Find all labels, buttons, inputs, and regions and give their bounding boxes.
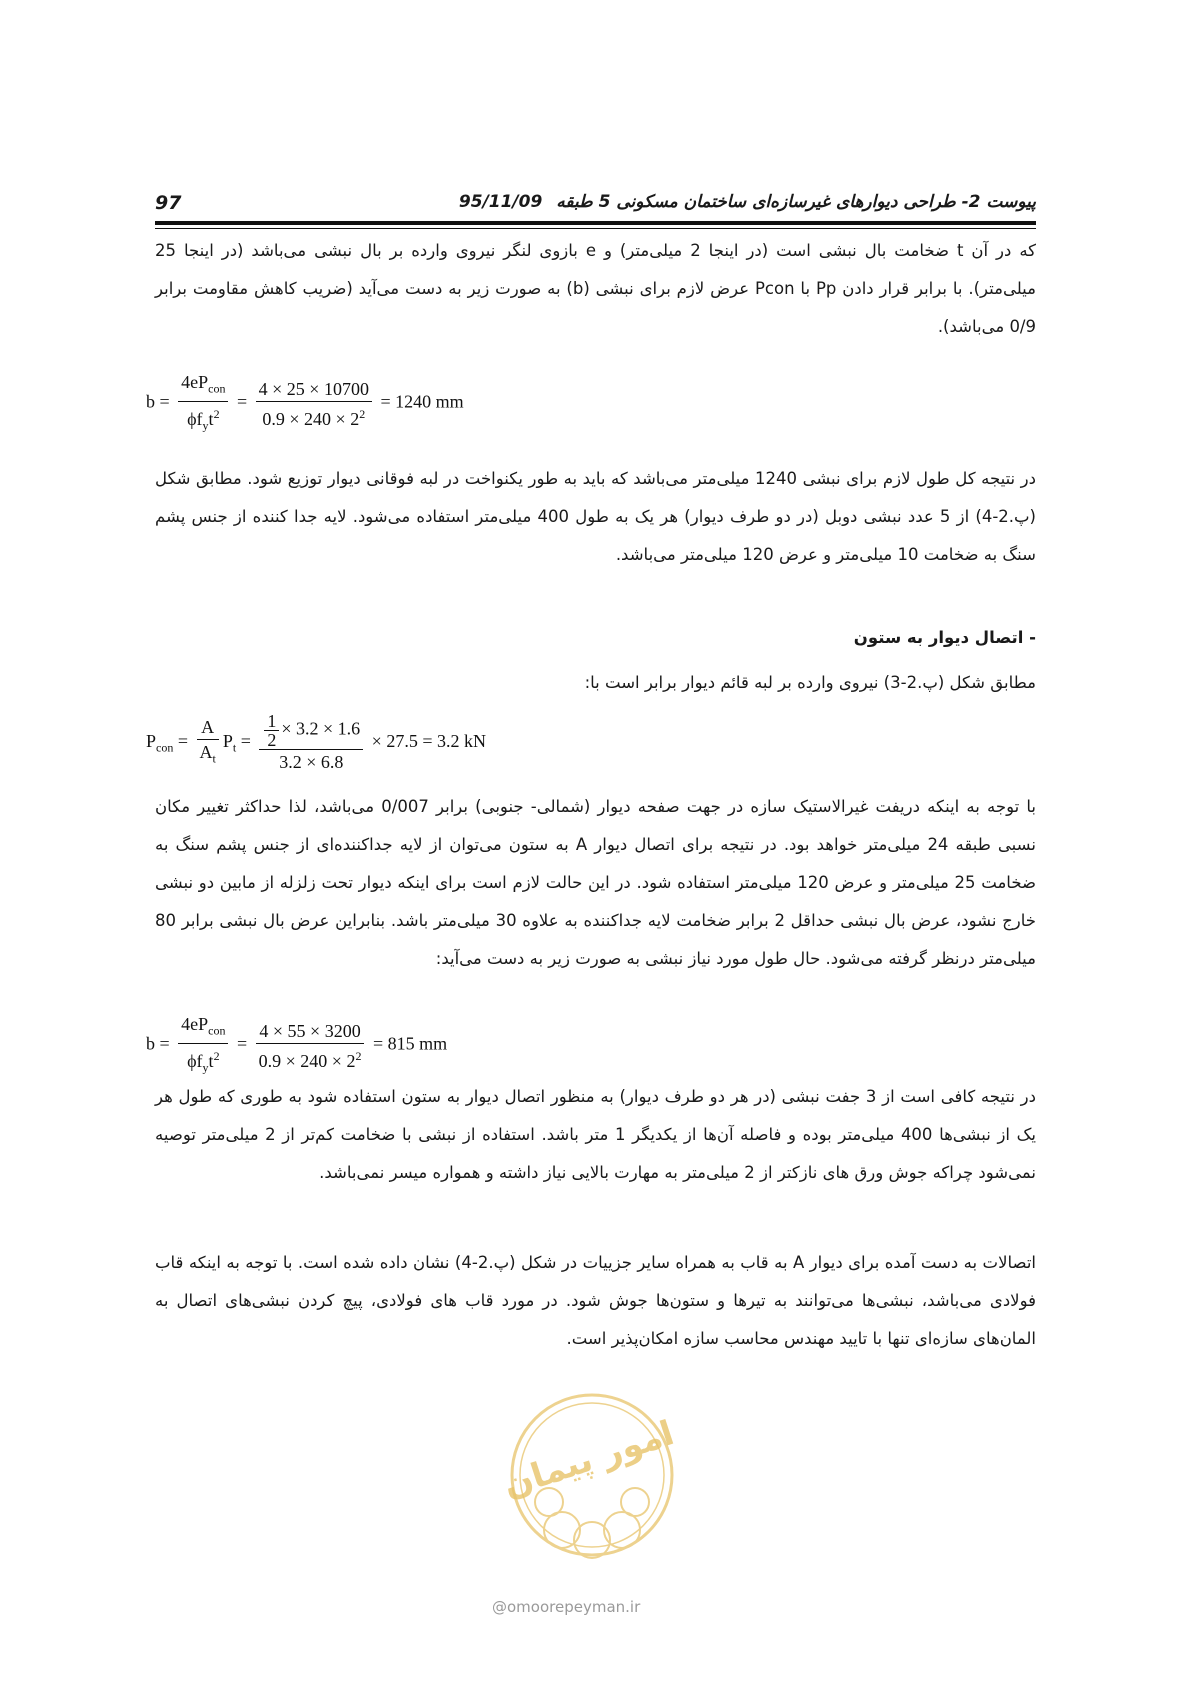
paragraph-1: که در آن t ضخامت بال نبشی است (در اینجا 2 میلی‌متر) و e بازوی لنگر نیروی وارده بر بال نبشی می‌باشد (در اینجا 25 میلی‌متر). با برابر قرار دادن Pp با Pcon عرض لازم برای نبشی (b) به صورت زیر به دست می‌آید (ضریب کاهش مقاومت برابر 0/9 می‌باشد). xyxy=(155,241,1037,336)
eq1-f2-num: 4 × 25 × 10700 xyxy=(256,377,372,402)
eq3-f1-num-sub: con xyxy=(208,1023,226,1038)
paragraph-2: در نتیجه کل طول لازم برای نبشی 1240 میلی‌متر می‌باشد که باید به طور یکنواخت در لبه فوقانی دیوار توزیع شود. مطابق شکل (پ.2-4) از 5 عدد نبشی دوبل (در دو طرف دیوار) هر یک به طول 400 میلی‌متر استفاده می‌شود. لایه جدا کننده از جنس پشم سنگ به ضخامت 10 میلی‌متر و عرض 120 میلی‌متر می‌باشد. xyxy=(155,469,1036,564)
paragraph-6: اتصالات به دست آمده برای دیوار A به قاب به همراه سایر جزییات در شکل (پ.2-4) نشان داده شده است. با توجه به اینکه قاب فولادی می‌باشد، نبشی‌ها می‌توانند به تیرها و ستون‌ها جوش شود. در مورد قاب های فولادی، پیچ کردن نبشی‌های اتصال به المان‌های سازه‌ای تنها با تایید مهندس محاسب سازه امکان‌پذیر است. xyxy=(155,1253,1036,1348)
eq2-lhs: P xyxy=(146,731,157,752)
eq2-f1-den-sub: t xyxy=(212,751,216,766)
eq2-equals: = xyxy=(177,731,188,752)
eq3-equals: = xyxy=(236,1033,248,1054)
equation-pcon xyxy=(146,712,486,774)
equation-b-815 xyxy=(146,1012,447,1079)
eq3-f2-num: 4 × 55 × 3200 xyxy=(256,1019,365,1044)
stamp-logo-icon xyxy=(487,1380,697,1590)
equation-b-1240 xyxy=(146,370,464,437)
eq3-f1-den-tail: t xyxy=(208,1050,214,1071)
eq2-f2-num-tail: × 3.2 × 1.6 xyxy=(281,718,361,739)
eq3-fraction-1 xyxy=(178,1012,228,1079)
eq2-f1-den: A xyxy=(199,742,213,763)
eq1-f2-den: 0.9 × 240 × 2 xyxy=(262,408,360,429)
eq1-f1-num-sub: con xyxy=(208,381,226,396)
eq1-fraction-1 xyxy=(178,370,228,437)
paragraph-4: با توجه به اینکه دریفت غیرالاستیک سازه در جهت صفحه دیوار (شمالی- جنوبی) برابر 0/007 می‌باشد، لذا حداکثر تغییر مکان نسبی طبقه 24 میلی‌متر خواهد بود. در نتیجه برای اتصال دیوار A به ستون می‌توان از لایه جداکننده‌ای از جنس پشم سنگ به ضخامت 25 میلی‌متر و عرض 120 میلی‌متر استفاده شود. در این حالت لازم است برای اینکه دیوار تحت زلزله از مابین دو نبشی خارج نشود، عرض بال نبشی حداقل 2 برابر ضخامت لایه جداکننده به علاوه 30 میلی‌متر باشد. بنابراین عرض بال نبشی برابر 80 میلی‌متر درنظر گرفته می‌شود. حال طول مورد نیاز نبشی به صورت زیر به دست می‌آید: xyxy=(155,797,1036,968)
eq1-f2-den-sup: 2 xyxy=(359,406,366,421)
running-title-text: پیوست 2- طراحی دیوارهای غیرسازه‌ای ساختمان مسکونی 5 طبقه xyxy=(556,192,1036,212)
eq3-fraction-2 xyxy=(256,1019,365,1073)
header-rule-thick xyxy=(155,221,1036,225)
eq1-lhs: b = xyxy=(146,391,170,412)
eq1-f1-num: 4eP xyxy=(181,372,209,392)
eq2-half-num: 1 xyxy=(264,712,279,731)
header-rule-thin xyxy=(155,228,1036,229)
eq2-lhs-sub: con xyxy=(156,740,174,755)
section-heading: - اتصال دیوار به ستون xyxy=(853,628,1036,647)
eq2-half xyxy=(264,712,279,749)
eq3-f1-den-sub: y xyxy=(202,1060,209,1075)
eq2-mid: P xyxy=(222,731,233,752)
eq1-f1-den-sub: y xyxy=(202,418,209,433)
eq2-f1-num: A xyxy=(197,715,219,740)
eq2-mid-sub: t xyxy=(232,740,237,755)
eq2-f2-den: 3.2 × 6.8 xyxy=(279,752,344,772)
running-title-date: 95/11/09 xyxy=(458,192,543,212)
eq3-f1-den: ϕf xyxy=(187,1050,203,1071)
eq1-f1-den: ϕf xyxy=(187,408,203,429)
page-number: 97 xyxy=(155,192,182,214)
eq2-fraction-1 xyxy=(197,715,219,771)
eq3-result: = 815 mm xyxy=(372,1033,448,1054)
eq2-fraction-2 xyxy=(259,712,363,774)
stamp-text: امور پیمان xyxy=(498,1413,679,1506)
running-title xyxy=(459,192,1036,212)
eq3-f1-num: 4eP xyxy=(181,1014,209,1034)
watermark-website: @omoorepeyman.ir xyxy=(492,1598,641,1616)
paragraph-3: مطابق شکل (پ.2-3) نیروی وارده بر لبه قائم دیوار برابر است با: xyxy=(584,673,1036,692)
watermark-stamp xyxy=(487,1380,697,1590)
eq2-half-den: 2 xyxy=(267,730,277,750)
eq1-fraction-2 xyxy=(256,377,372,431)
eq1-equals: = xyxy=(236,391,248,412)
eq3-lhs: b = xyxy=(146,1033,170,1054)
eq1-f1-den-tail: t xyxy=(208,408,214,429)
eq1-result: = 1240 mm xyxy=(380,391,464,412)
eq2-equals-2: = xyxy=(240,731,251,752)
eq2-result: × 27.5 = 3.2 kN xyxy=(371,731,486,752)
eq3-f2-den-sup: 2 xyxy=(355,1048,362,1063)
page-header xyxy=(155,186,1036,216)
paragraph-5: در نتیجه کافی است از 3 جفت نبشی (در هر دو طرف دیوار) به منظور اتصال دیوار به ستون استفاده شود به طوری که طول هر یک از نبشی‌ها 400 میلی‌متر بوده و فاصله آن‌ها از یکدیگر 1 متر باشد. استفاده از نبشی با ضخامت کم‌تر از 2 میلی‌متر توصیه نمی‌شود چراکه جوش ورق های نازکتر از 2 میلی‌متر به مهارت بالایی نیاز داشته و همواره میسر نمی‌باشد. xyxy=(155,1087,1036,1182)
eq1-f1-den-sup: 2 xyxy=(213,406,220,421)
eq3-f1-den-sup: 2 xyxy=(213,1048,220,1063)
eq3-f2-den: 0.9 × 240 × 2 xyxy=(258,1050,356,1071)
